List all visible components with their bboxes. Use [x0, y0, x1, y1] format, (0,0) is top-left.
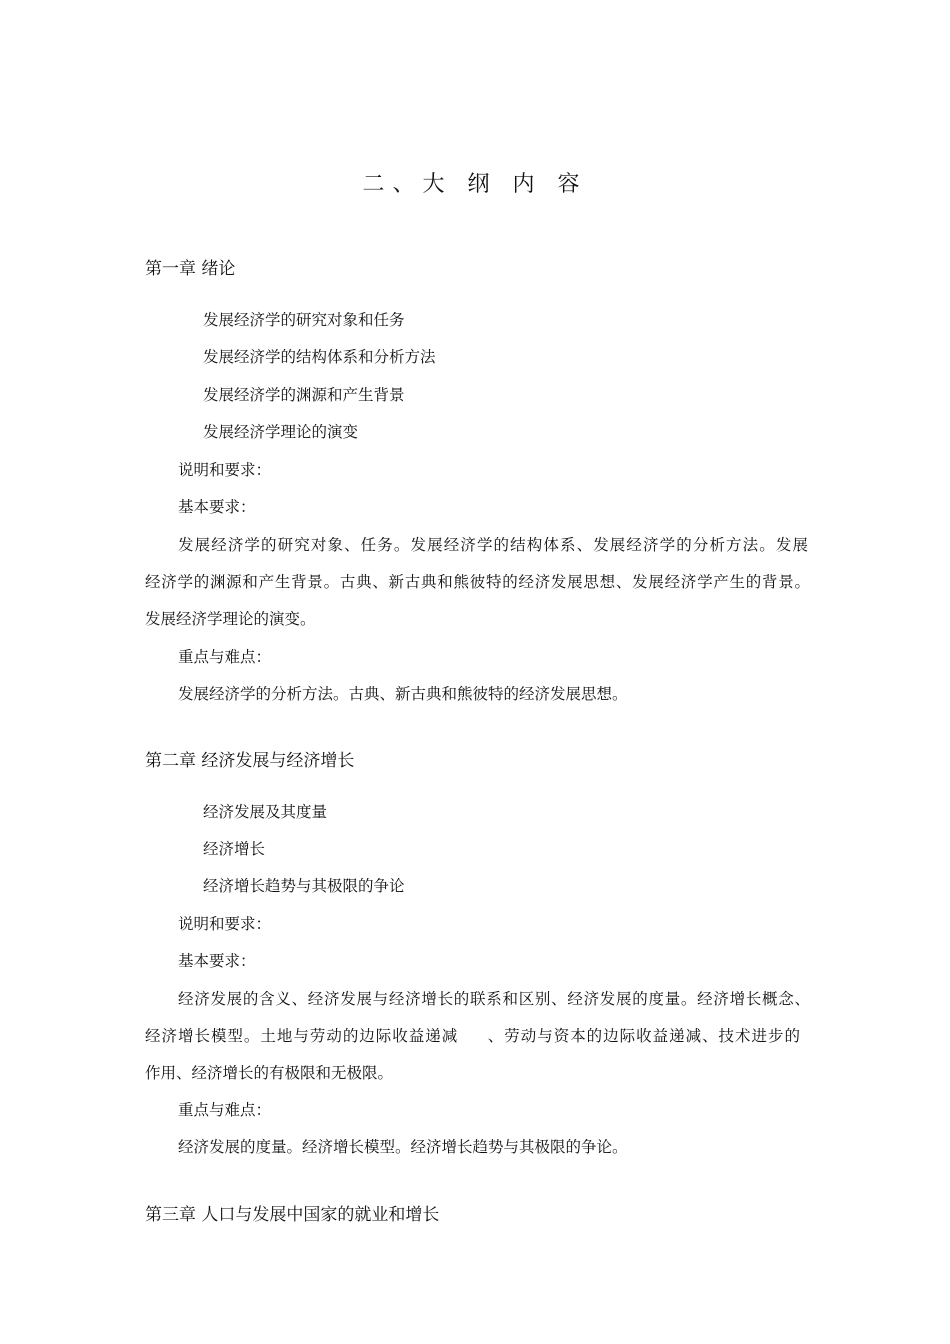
chapter-2-key-text: 经济发展的度量。经济增长模型。经济增长趋势与其极限的争论。 — [178, 1138, 628, 1156]
chapter-1-basic-text-line: 发展经济学理论的演变。 — [145, 610, 316, 628]
chapter-2-basic-text-line: 经济发展的含义、经济发展与经济增长的联系和区别、经济发展的度量。经济增长概念、 — [178, 990, 810, 1008]
chapter-1-toc-item: 发展经济学的研究对象和任务 — [203, 311, 405, 329]
chapter-2-toc-item: 经济增长 — [203, 840, 266, 858]
chapter-2-heading: 第二章 经济发展与经济增长 — [145, 751, 355, 771]
chapter-1-basic-text-line: 发展经济学的研究对象、任务。发展经济学的结构体系、发展经济学的分析方法。发展 — [178, 536, 808, 554]
chapter-1-basic-label: 基本要求： — [178, 498, 256, 516]
chapter-2-basic-text-line: 经济增长模型。土地与劳动的边际收益递减 、劳动与资本的边际收益递减、技术进步的 — [145, 1027, 800, 1045]
page-title: 二、大 纲 内 容 — [362, 172, 588, 197]
chapter-1-key-label: 重点与难点： — [178, 648, 272, 666]
chapter-1-explain-label: 说明和要求： — [178, 461, 272, 479]
chapter-2-basic-label: 基本要求： — [178, 952, 256, 970]
chapter-2-basic-text-line: 作用、经济增长的有极限和无极限。 — [145, 1064, 394, 1082]
chapter-1-basic-text-line: 经济学的渊源和产生背景。古典、新古典和熊彼特的经济发展思想、发展经济学产生的背景。 — [145, 573, 810, 591]
chapter-1-toc-item: 发展经济学的结构体系和分析方法 — [203, 348, 436, 366]
chapter-3-heading: 第三章 人口与发展中国家的就业和增长 — [145, 1205, 440, 1225]
chapter-1-toc-item: 发展经济学理论的演变 — [203, 423, 359, 441]
chapter-2-explain-label: 说明和要求： — [178, 915, 272, 933]
chapter-2-toc-item: 经济增长趋势与其极限的争论 — [203, 877, 405, 895]
chapter-2-key-label: 重点与难点： — [178, 1101, 272, 1119]
chapter-1-heading: 第一章 绪论 — [145, 259, 236, 279]
chapter-2-toc-item: 经济发展及其度量 — [203, 803, 328, 821]
chapter-1-toc-item: 发展经济学的渊源和产生背景 — [203, 386, 405, 404]
chapter-1-key-text: 发展经济学的分析方法。古典、新古典和熊彼特的经济发展思想。 — [178, 685, 628, 703]
